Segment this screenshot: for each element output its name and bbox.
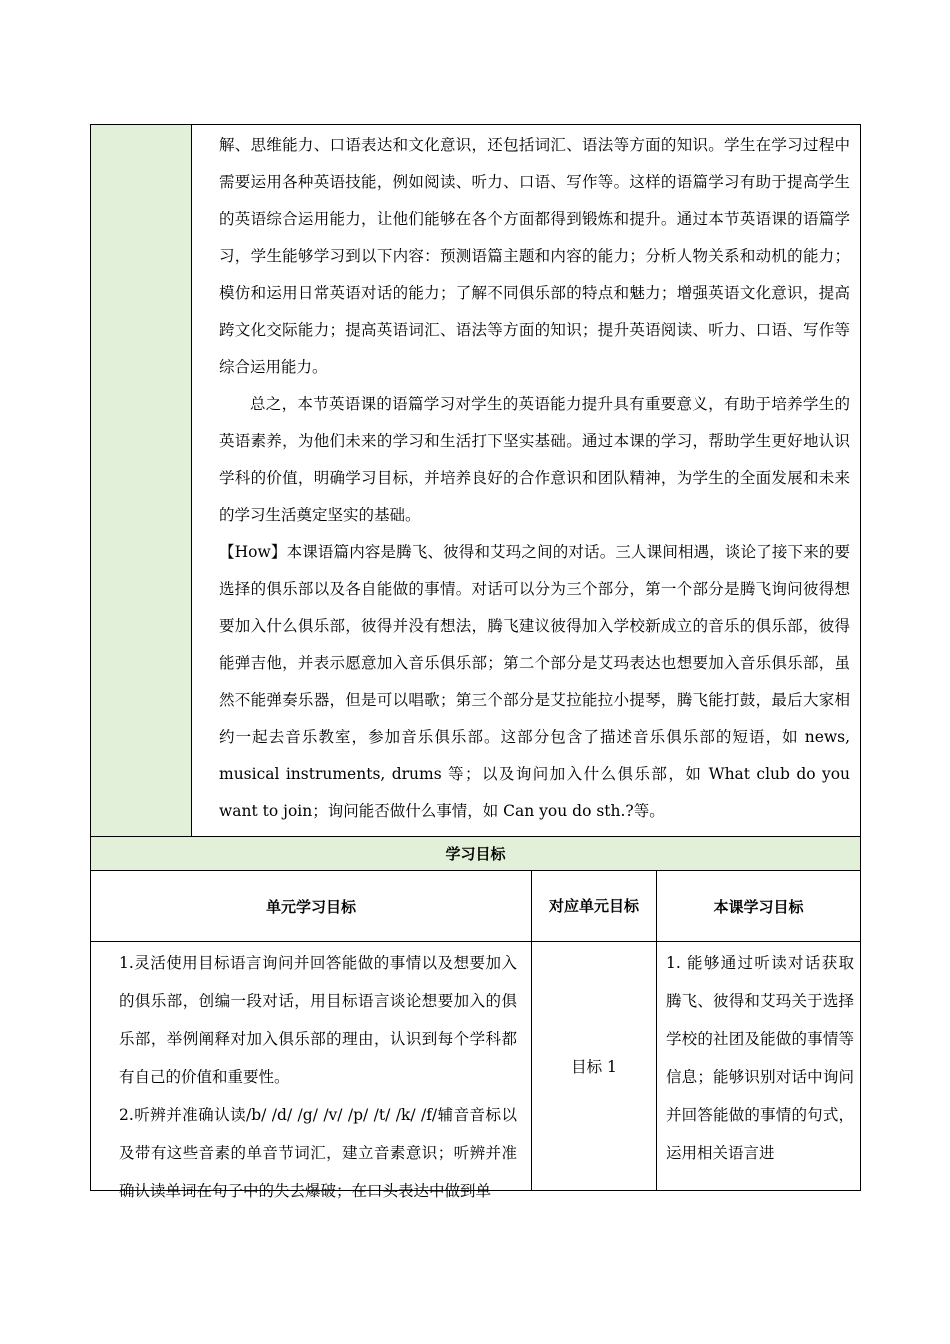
lesson-goals-cell (657, 942, 861, 1191)
mapping-cell (532, 942, 657, 1191)
unit-goal-2: 2.听辨并准确认读/b/ /d/ /g/ /v/ /p/ /t/ /k/ /f/辅音音标以及带有这些音素的单音节词汇，建立音素意识；听辨并准确认读单词在句子中的失去爆破；在口头表达中做到单 (119, 1106, 517, 1200)
row-label-cell (91, 125, 192, 837)
unit-goals-header: 单元学习目标 (91, 871, 532, 942)
mapping-value: 目标 1 (571, 1058, 617, 1076)
how-paragraph: 【How】本课语篇内容是腾飞、彼得和艾玛之间的对话。三人课间相遇，谈论了接下来的要选择的俱乐部以及各自能做的事情。对话可以分为三个部分，第一个部分是腾飞询问彼得想要加入什么俱乐部，彼得并没有想法，腾飞建议彼得加入学校新成立的音乐的俱乐部，彼得能弹吉他，并表示愿意加入音乐俱乐部；第二个部分是艾玛表达也想要加入音乐俱乐部，虽然不能弹奏乐器，但是可以唱歌；第三个部分是艾拉能拉小提琴，腾飞能打鼓，最后大家相约一起去音乐教室，参加音乐俱乐部。这部分包含了描述音乐俱乐部的短语，如 news, musical instruments, drums 等；以及询问加入什么俱乐部，如 What club do you want to join；询问能否做什么事情，如 Can you do sth.?等。 (219, 543, 851, 820)
intro-paragraph-2: 总之，本节英语课的语篇学习对学生的英语能力提升具有重要意义，有助于培养学生的英语素养，为他们未来的学习和生活打下坚实基础。通过本课的学习，帮助学生更好地认识学科的价值，明确学习目标，并培养良好的合作意识和团队精神，为学生的全面发展和未来的学习生活奠定坚实的基础。 (219, 395, 851, 524)
mapping-header: 对应单元目标 (532, 871, 657, 942)
objectives-header-row (91, 871, 861, 942)
objectives-title: 学习目标 (91, 837, 861, 871)
objectives-row (91, 942, 861, 1191)
content-row (91, 125, 861, 837)
lesson-goal-1: 1. 能够通过听读对话获取腾飞、彼得和艾玛关于选择学校的社团及能做的事情等信息；能够识别对话中询问并回答能做的事情的句式，运用相关语言进 (666, 954, 855, 1162)
unit-goal-1: 1.灵活使用目标语言询问并回答能做的事情以及想要加入的俱乐部，创编一段对话，用目标语言谈论想要加入的俱乐部，举例阐释对加入俱乐部的理由，认识到每个学科都有自己的价值和重要性。 (119, 954, 517, 1086)
objectives-title-row (91, 837, 861, 871)
content-cell (192, 125, 861, 837)
lesson-goals-header: 本课学习目标 (657, 871, 861, 942)
lesson-plan-table (90, 124, 861, 1200)
unit-goals-cell (91, 942, 532, 1200)
intro-paragraph-1: 解、思维能力、口语表达和文化意识，还包括词汇、语法等方面的知识。学生在学习过程中需要运用各种英语技能，例如阅读、听力、口语、写作等。这样的语篇学习有助于提高学生的英语综合运用能力，让他们能够在各个方面都得到锻炼和提升。通过本节英语课的语篇学习，学生能够学习到以下内容：预测语篇主题和内容的能力；分析人物关系和动机的能力；模仿和运用日常英语对话的能力；了解不同俱乐部的特点和魅力；增强英语文化意识，提高跨文化交际能力；提高英语词汇、语法等方面的知识；提升英语阅读、听力、口语、写作等综合运用能力。 (219, 136, 851, 376)
